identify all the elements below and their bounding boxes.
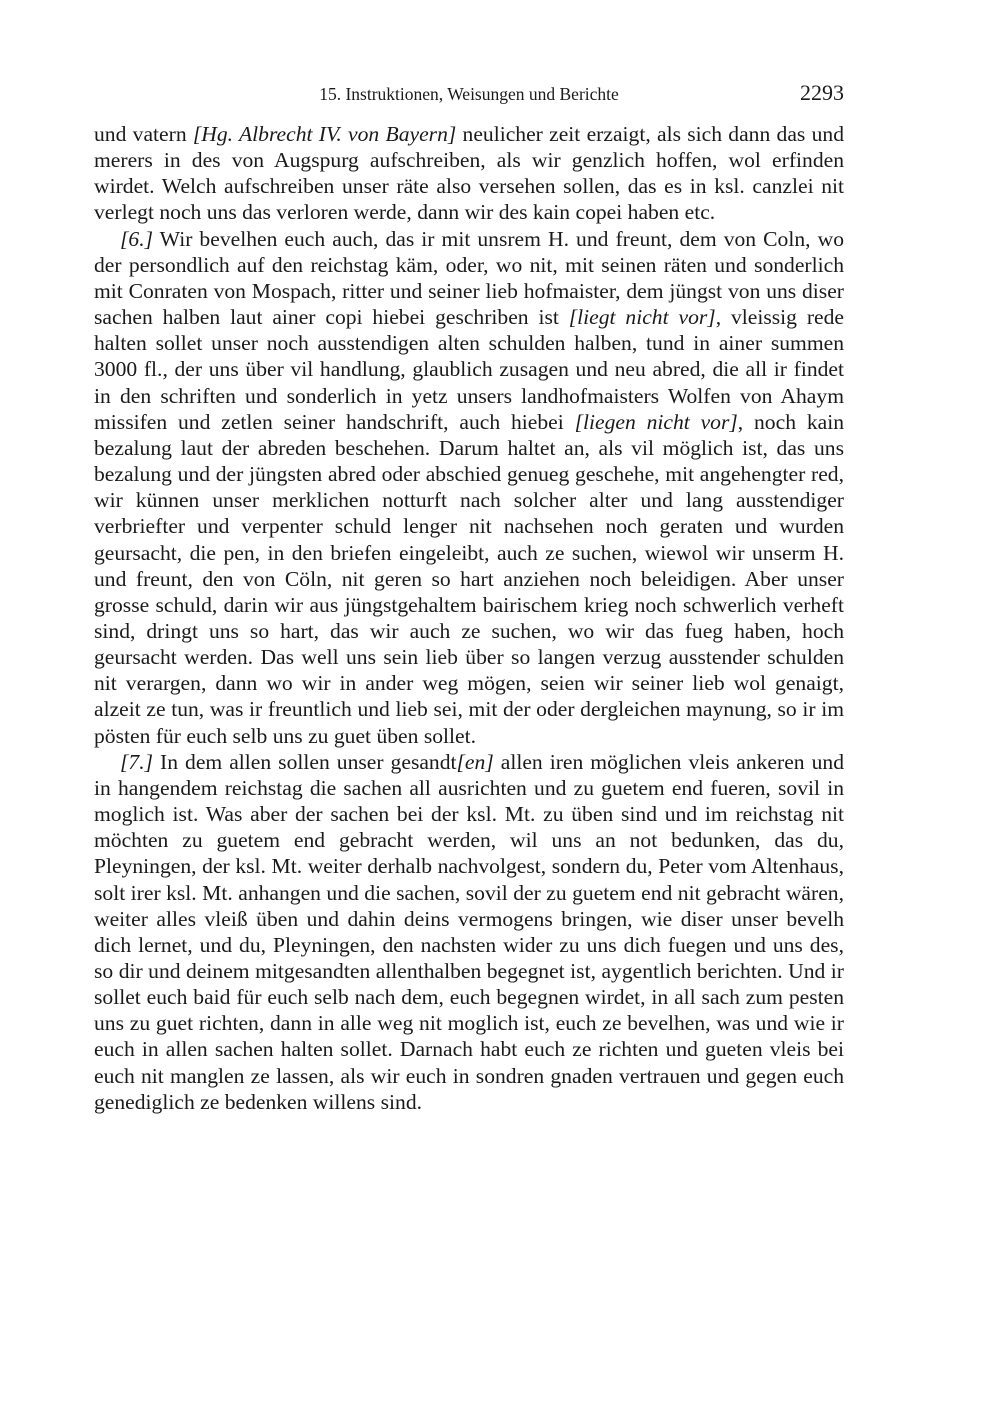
editorial-note: [en] bbox=[456, 749, 494, 774]
page-number: 2293 bbox=[800, 80, 844, 105]
running-title: 15. Instruktionen, Weisungen und Berichte bbox=[319, 84, 619, 104]
text-segment: In dem allen sollen unser gesandt bbox=[153, 749, 457, 774]
text-segment: und vatern bbox=[94, 122, 193, 146]
text-segment: Wir bevelhen euch auch, das ir mit unsrem H. und freunt, dem von Coln, wo der persondlich auf den reichstag käm, oder, wo nit, mit seinen räten und sonderlich mit Conraten von Mospach, ritter und seiner lieb hofmaister, dem jüngst von uns diser sachen halben laut ainer copi hiebei geschriben ist bbox=[94, 226, 844, 330]
text-segment: , noch kain bezalung laut der abreden beschehen. Darum haltet an, als vil möglich ist, das uns bezalung und der jüngsten abred oder abschied genueg geschehe, mit angehengter red, wir künnen unser merklichen notturft nach solcher alter und lang ausstendiger verbriefter und verpenter schuld lenger nit nachsehen noch geraten und wurden geursacht, die pen, in den briefen eingeleibt, auch ze suchen, wiewol wir unserm H. und freunt, den von Cöln, nit geren so hart anziehen noch beleidigen. Aber unser grosse schuld, darin wir aus jüngstgehaltem bairischem krieg noch schwerlich verheft sind, dringt uns so hart, das wir auch ze suchen, wo wir das fueg haben, hoch geursacht werden. Das well uns sein lieb über so langen verzug ausstender schulden nit verargen, dann wo wir in ander weg mögen, seien wir seiner lieb wol genaigt, alzeit ze tun, was ir freuntlich und lieb sei, mit der oder dergleichen maynung, so ir im pösten für euch selb uns zu guet üben sollet. bbox=[94, 409, 844, 748]
paragraph-section-7 bbox=[94, 749, 844, 1115]
paragraph-continuation bbox=[94, 121, 844, 226]
editorial-note: [liegt nicht vor] bbox=[568, 305, 716, 330]
editorial-note: [liegen nicht vor] bbox=[574, 409, 738, 434]
text-segment: , vleissig rede halten sollet unser noch ausstendigen alten schulden halben, tund in ainer summen 3000 fl., der uns über vil handlung, glaublich zusagen und neu abred, die all ir findet in den schriften und sonderlich in yetz unsers landhofmaisters Wolfen von Ahaym missifen und zetlen seiner handschrift, auch hiebei bbox=[94, 305, 844, 434]
editorial-note: [7.] bbox=[120, 749, 154, 774]
page-header bbox=[94, 78, 844, 108]
editorial-note: [6.] bbox=[120, 226, 154, 251]
text-segment: neulicher zeit erzaigt, als sich dann das und merers in des von Augspurg aufschreiben, als wir genzlich hoffen, wol erfinden wirdet. Welch aufschreiben unser räte also versehen sollen, das es in ksl. canzlei nit verlegt noch uns das verloren werde, dann wir des kain copei haben etc. bbox=[94, 122, 844, 225]
editorial-note: [Hg. Albrecht IV. von Bayern] bbox=[192, 122, 457, 146]
text-segment: allen iren möglichen vleis ankeren und in hangendem reichstag die sachen all ausrichten und zu guetem end fueren, sovil in moglich ist. Was aber der sachen bei der ksl. Mt. zu üben sind und im reichstag nit möchten zu guetem end gebracht werden, wil uns an not bedunken, das du, Pleyningen, der ksl. Mt. weiter derhalb nachvolgest, sondern du, Peter vom Altenhaus, solt irer ksl. Mt. anhangen und die sachen, sovil der zu guetem end nit gebracht wären, weiter alles vleiß üben und dahin deins vermogens bringen, wie diser unser bevelh dich lernet, und du, Pleyningen, den nachsten wider zu uns dich fuegen und uns des, so dir und deinem mitgesandten allenthalben begegnet ist, aygentlich berichten. Und ir sollet euch baid für euch selb nach dem, euch begegnen wirdet, in all sach zum pesten uns zu guet richten, dann in alle weg nit moglich ist, euch ze bevelhen, was und wie ir euch in allen sachen halten sollet. Darnach habt euch ze richten und gueten vleis bei euch nit manglen ze lassen, als wir euch in sondren gnaden vertrauen und gegen euch genediglich ze bedenken willens sind. bbox=[94, 749, 844, 1114]
paragraph-section-6 bbox=[94, 226, 844, 749]
body-text bbox=[94, 121, 844, 1115]
